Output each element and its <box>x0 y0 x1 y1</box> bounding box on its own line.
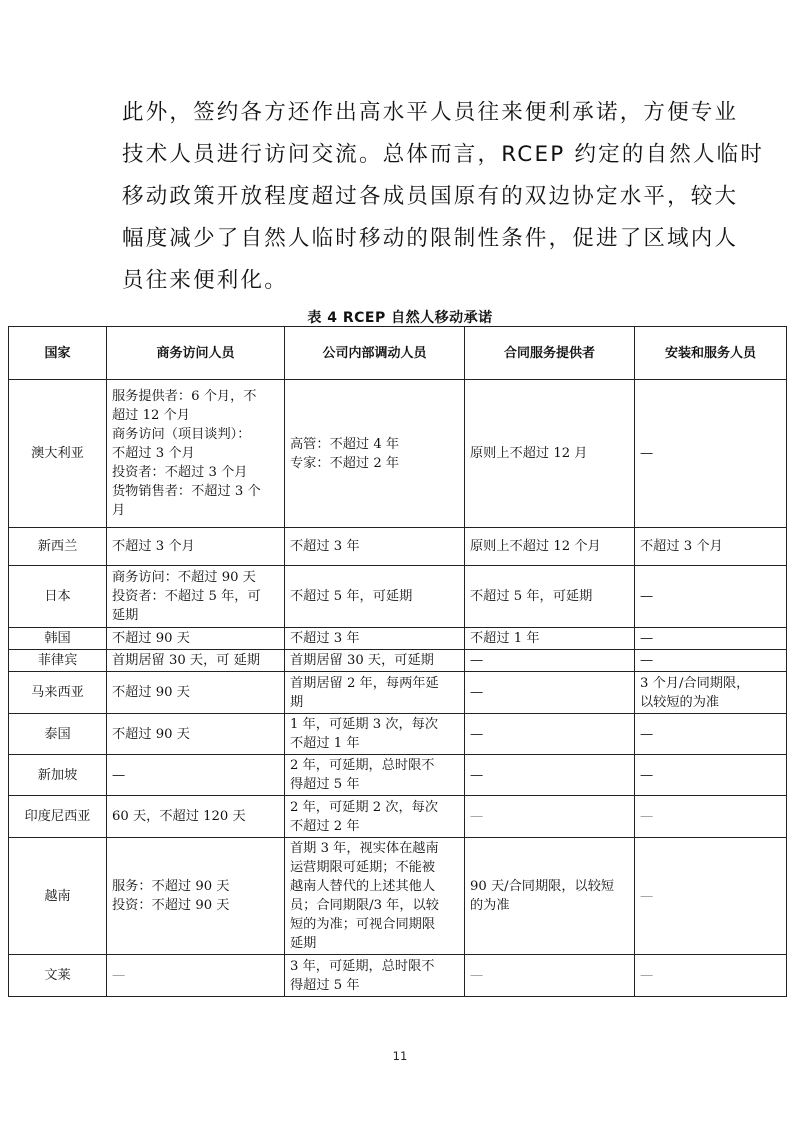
cell-business-visitors <box>107 628 285 650</box>
cell-contract-services <box>465 566 635 628</box>
cell-country: 泰国 <box>9 714 107 755</box>
cell-line: 投资者：不超过 3 个月 <box>112 465 248 480</box>
cell-line: 3 个月/合同期限， <box>640 675 750 691</box>
cell-line: 员；合同期限/3 年，以较 <box>290 898 439 913</box>
cell-line: 服务提供者：6 个月，不 <box>112 389 257 404</box>
cell-business-visitors <box>107 755 285 796</box>
cell-contract-services <box>465 528 635 566</box>
table-row <box>9 628 787 650</box>
cell-line: 不超过 5 年，可延期 <box>470 589 593 604</box>
paragraph-line: 技术人员进行访问交流。总体而言，RCEP 约定的自然人临时 <box>122 142 765 167</box>
header-installers-servicers: 安装和服务人员 <box>635 327 787 380</box>
cell-country: 印度尼西亚 <box>9 796 107 838</box>
cell-line: — <box>470 809 484 824</box>
cell-line: 不超过 1 年 <box>290 736 360 751</box>
cell-contract-services <box>465 796 635 838</box>
cell-country: 新西兰 <box>9 528 107 566</box>
cell-line: 不超过 3 年 <box>290 631 360 646</box>
cell-line: 2 年，可延期 2 次，每次 <box>290 799 439 815</box>
header-contractual-service-suppliers: 合同服务提供者 <box>465 327 635 380</box>
paragraph-line: 员往来便利化。 <box>122 268 288 293</box>
cell-line: — <box>640 446 654 461</box>
cell-installers <box>635 714 787 755</box>
cell-country: 文莱 <box>9 955 107 997</box>
cell-intra-corporate <box>285 796 465 838</box>
cell-country: 越南 <box>9 838 107 955</box>
cell-business-visitors <box>107 796 285 838</box>
cell-line: 不超过 2 年 <box>290 818 360 834</box>
cell-line: 月 <box>112 503 126 518</box>
cell-line: 不超过 1 年 <box>470 631 540 646</box>
cell-country: 澳大利亚 <box>9 380 107 528</box>
cell-line: 专家：不超过 2 年 <box>290 455 400 471</box>
header-intra-corporate-transferees: 公司内部调动人员 <box>285 327 465 380</box>
cell-line: — <box>640 888 654 904</box>
cell-installers <box>635 566 787 628</box>
cell-installers <box>635 672 787 714</box>
page-number: 11 <box>392 1049 408 1063</box>
cell-business-visitors <box>107 672 285 714</box>
cell-line: 首期居留 30 天，可延期 <box>290 653 434 668</box>
cell-line: 短的为准；可视合同期限 <box>290 917 436 932</box>
header-business-visitors: 商务访问人员 <box>107 327 285 380</box>
cell-business-visitors <box>107 650 285 672</box>
cell-line: 不超过 90 天 <box>112 685 190 700</box>
cell-line: 不超过 3 年 <box>290 539 360 554</box>
cell-country: 日本 <box>9 566 107 628</box>
cell-line: 服务：不超过 90 天 <box>112 879 230 894</box>
cell-line: 延期 <box>112 608 139 623</box>
cell-business-visitors <box>107 838 285 955</box>
cell-contract-services <box>465 650 635 672</box>
cell-line: — <box>470 726 484 742</box>
cell-line: — <box>640 631 654 646</box>
cell-installers <box>635 838 787 955</box>
cell-country: 马来西亚 <box>9 672 107 714</box>
cell-intra-corporate <box>285 672 465 714</box>
cell-line: 首期居留 2 年，每两年延 <box>290 675 439 691</box>
cell-line: 首期 3 年，视实体在越南 <box>290 841 439 856</box>
cell-line: 期 <box>290 694 304 710</box>
cell-line: 延期 <box>290 936 317 951</box>
cell-installers <box>635 380 787 528</box>
table-row <box>9 955 787 997</box>
cell-line: 60 天，不超过 120 天 <box>112 809 246 824</box>
cell-line: 商务访问：不超过 90 天 <box>112 570 256 585</box>
cell-installers <box>635 650 787 672</box>
cell-contract-services <box>465 380 635 528</box>
cell-intra-corporate <box>285 628 465 650</box>
cell-contract-services <box>465 955 635 997</box>
cell-line: — <box>640 809 654 824</box>
cell-line: 得超过 5 年 <box>290 977 360 993</box>
cell-contract-services <box>465 755 635 796</box>
table-caption: 表 4 RCEP 自然人移动承诺 <box>307 310 493 326</box>
cell-line: 2 年，可延期，总时限不 <box>290 758 435 773</box>
cell-line: 投资者：不超过 5 年，可 <box>112 589 261 604</box>
body-paragraph <box>122 92 765 302</box>
cell-line: 原则上不超过 12 个月 <box>470 539 601 554</box>
paragraph-line: 幅度减少了自然人临时移动的限制性条件，促进了区域内人 <box>122 226 739 251</box>
cell-line: 1 年，可延期 3 次，每次 <box>290 717 439 732</box>
paragraph-line: 此外，签约各方还作出高水平人员往来便利承诺，方便专业 <box>122 100 739 125</box>
cell-line: 高管：不超过 4 年 <box>290 436 400 452</box>
cell-business-visitors <box>107 380 285 528</box>
cell-intra-corporate <box>285 838 465 955</box>
cell-line: 运营期限可延期；不能被 <box>290 860 436 875</box>
cell-line: — <box>112 968 126 983</box>
cell-line: 商务访问（项目谈判）： <box>112 427 251 442</box>
table-row <box>9 650 787 672</box>
cell-contract-services <box>465 628 635 650</box>
cell-line: — <box>640 589 654 604</box>
cell-line: 3 年，可延期，总时限不 <box>290 958 435 974</box>
cell-line: — <box>112 767 126 783</box>
table-row <box>9 755 787 796</box>
cell-line: 的为准 <box>470 898 510 913</box>
cell-line: 货物销售者：不超过 3 个 <box>112 484 261 499</box>
cell-line: 超过 12 个月 <box>112 408 190 423</box>
cell-intra-corporate <box>285 955 465 997</box>
rcep-commitments-table <box>8 326 787 997</box>
cell-contract-services <box>465 714 635 755</box>
table-row <box>9 838 787 955</box>
table-row <box>9 672 787 714</box>
cell-installers <box>635 755 787 796</box>
cell-business-visitors <box>107 566 285 628</box>
cell-business-visitors <box>107 714 285 755</box>
cell-line: 不超过 90 天 <box>112 631 190 646</box>
table-row <box>9 566 787 628</box>
table-row <box>9 380 787 528</box>
header-country: 国家 <box>9 327 107 380</box>
table-header-row <box>9 327 787 380</box>
cell-line: — <box>470 767 484 783</box>
table-row <box>9 796 787 838</box>
cell-intra-corporate <box>285 380 465 528</box>
cell-line: 不超过 3 个月 <box>112 446 195 461</box>
cell-line: 不超过 3 个月 <box>640 539 723 554</box>
cell-line: 以较短的为准 <box>640 694 720 710</box>
cell-line: — <box>640 767 654 783</box>
cell-installers <box>635 628 787 650</box>
cell-installers <box>635 528 787 566</box>
cell-line: — <box>640 968 654 983</box>
cell-line: 投资：不超过 90 天 <box>112 898 230 913</box>
cell-line: 首期居留 30 天，可 延期 <box>112 653 261 668</box>
cell-line: 不超过 5 年，可延期 <box>290 589 413 604</box>
cell-intra-corporate <box>285 566 465 628</box>
cell-line: 90 天/合同期限，以较短 <box>470 879 615 894</box>
cell-contract-services <box>465 672 635 714</box>
cell-country: 新加坡 <box>9 755 107 796</box>
cell-intra-corporate <box>285 650 465 672</box>
table-row <box>9 714 787 755</box>
cell-installers <box>635 955 787 997</box>
table-body <box>9 380 787 997</box>
cell-business-visitors <box>107 528 285 566</box>
cell-line: — <box>470 968 484 983</box>
cell-line: 越南人替代的上述其他人 <box>290 879 436 894</box>
cell-installers <box>635 796 787 838</box>
cell-contract-services <box>465 838 635 955</box>
table-row <box>9 528 787 566</box>
cell-country: 韩国 <box>9 628 107 650</box>
paragraph-line: 移动政策开放程度超过各成员国原有的双边协定水平，较大 <box>122 184 739 209</box>
cell-line: — <box>640 726 654 742</box>
cell-business-visitors <box>107 955 285 997</box>
cell-intra-corporate <box>285 528 465 566</box>
cell-line: — <box>470 653 484 668</box>
cell-intra-corporate <box>285 714 465 755</box>
cell-line: 不超过 3 个月 <box>112 539 195 554</box>
cell-line: — <box>640 653 654 668</box>
cell-country: 菲律宾 <box>9 650 107 672</box>
cell-line: 原则上不超过 12 月 <box>470 446 588 461</box>
cell-line: 不超过 90 天 <box>112 726 190 742</box>
cell-line: — <box>470 685 484 700</box>
cell-intra-corporate <box>285 755 465 796</box>
cell-line: 得超过 5 年 <box>290 777 360 792</box>
